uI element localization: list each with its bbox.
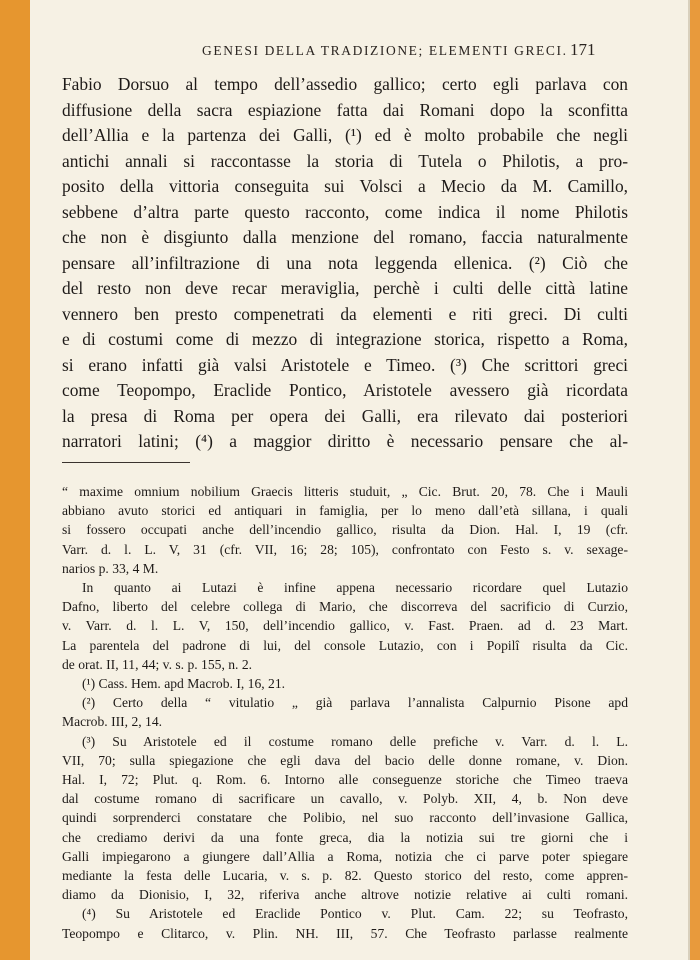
footnote-line: La parentela del padrone di lui, del console Lutazio, con i Popilî risulta da Cic.: [62, 637, 628, 653]
page-header: [30, 40, 690, 64]
body-line: sebbene d’altra parte questo racconto, come indica il nome Philotis: [62, 201, 628, 222]
footnote-line: che crediamo derivi da una fonte greca, dia la notizia sui tre giorni che i: [62, 829, 628, 845]
body-line: antichi annali si raccontasse la storia di Tutela o Philotis, a pro-: [62, 150, 628, 171]
footnote-line: abbiano avuto storici ed antiquari in famiglia, per lo meno dall’età sillana, i quali: [62, 503, 628, 519]
footnote-line: v. Varr. d. l. L. V, 150, dell’incendio gallico, v. Fast. Praen. ad d. 23 Mart.: [62, 618, 628, 634]
body-line: diffusione della sacra espiazione fatta dai Romani dopo la sconfitta: [62, 99, 628, 120]
footnote-line: In quanto ai Lutazi è infine appena necessario ricordare quel Lutazio: [82, 580, 628, 596]
body-line: narratori latini; (⁴) a maggior diritto è necessario pensare che al-: [62, 431, 628, 451]
footnote-rule: [62, 462, 190, 463]
main-text: [62, 72, 628, 455]
footnote-line: Varr. d. l. L. V, 31 (cfr. VII, 16; 28; 105), confrontato con Festo s. v. sexage-: [62, 541, 628, 557]
body-line: che non è disgiunto dalla menzione del romano, faccia naturalmente: [62, 227, 628, 247]
footnote-line: Teopompo e Clitarco, v. Plin. NH. III, 57. Che Teofrasto parlasse realmente: [62, 925, 628, 941]
body-line: dell’Allia e la partenza dei Galli, (¹) ed è molto probabile che negli: [62, 125, 628, 145]
footnote-3: (³) Su Aristotele ed il costume romano delle prefiche v. Varr. d. l. L.: [82, 733, 628, 749]
body-line: vennero ben presto compenetrati da elementi e riti greci. Di culti: [62, 303, 628, 324]
footnote-line: mediante la festa delle Lucaria, v. s. p. 82. Questo storico del resto, come appren-: [62, 868, 628, 884]
footnote-line: VII, 70; sulla spiegazione che egli dava del bacio delle donne romane, v. Dion.: [62, 752, 628, 768]
body-line: la presa di Roma per opera dei Galli, era rilevato dai posteriori: [62, 405, 628, 426]
footnote-1: (¹) Cass. Hem. apd Macrob. I, 16, 21.: [82, 676, 286, 692]
footnote-line: de orat. II, 11, 44; v. s. p. 155, n. 2.: [62, 656, 253, 672]
footnote-line: Galli impiegarono a giungere dall’Allia a Roma, notizia che ci parve poter spiegare: [62, 848, 628, 864]
footnote-line: dal costume romano di sacrificare un cavallo, v. Polyb. XII, 4, b. Non deve: [62, 791, 628, 807]
footnote-line: Dafno, liberto del celebre collega di Mario, che discorreva del sacrificio di Curzio,: [62, 599, 628, 615]
book-page: [30, 0, 690, 960]
body-line: si erano infatti già valsi Aristotele e Timeo. (³) Che scrittori greci: [62, 354, 628, 375]
scan-margin: [0, 0, 30, 960]
running-title: GENESI DELLA TRADIZIONE; ELEMENTI GRECI.: [202, 43, 568, 58]
footnote-line: quindi sorprenderci constatare che Polibio, nel suo racconto dell’invasione Gallica,: [62, 810, 628, 826]
body-line: Fabio Dorsuo al tempo dell’assedio gallico; certo egli parlava con: [62, 74, 628, 94]
footnote-4: (⁴) Su Aristotele ed Eraclide Pontico v. Plut. Cam. 22; su Teofrasto,: [82, 906, 628, 922]
body-line: e di costumi come di mezzo di integrazione storica, rispetto a Roma,: [62, 329, 628, 349]
footnote-2: (²) Certo della “ vitulatio „ già parlava l’annalista Calpurnio Pisone apd: [82, 695, 628, 711]
page-number: 171: [570, 40, 596, 59]
body-line: del resto non deve recar meraviglia, perchè i culti delle città latine: [62, 278, 628, 298]
footnote-line: narios p. 33, 4 M.: [62, 560, 159, 576]
body-line: pensare all’infiltrazione di una nota leggenda ellenica. (²) Ciò che: [62, 252, 628, 273]
body-line: come Teopompo, Eraclide Pontico, Aristotele avessero già ricordata: [62, 380, 628, 400]
footnotes: [62, 482, 628, 943]
footnote-line: diamo da Dionisio, I, 32, riferiva anche altrove notizie relative ai culti romani.: [62, 887, 628, 903]
body-line: posito della vittoria conseguita sui Volsci a Mecio da M. Camillo,: [62, 176, 628, 196]
footnote-line: Hal. I, 72; Plut. q. Rom. 6. Intorno alle conseguenze storiche che Timeo traeva: [62, 772, 628, 788]
footnote-line: si fossero occupati anche dell’incendio gallico, risulta da Dion. Hal. I, 19 (cfr.: [62, 522, 628, 538]
footnote-line: “ maxime omnium nobilium Graecis litteris studuit, „ Cic. Brut. 20, 78. Che i Mauli: [62, 484, 628, 499]
footnote-line: Macrob. III, 2, 14.: [62, 714, 163, 730]
